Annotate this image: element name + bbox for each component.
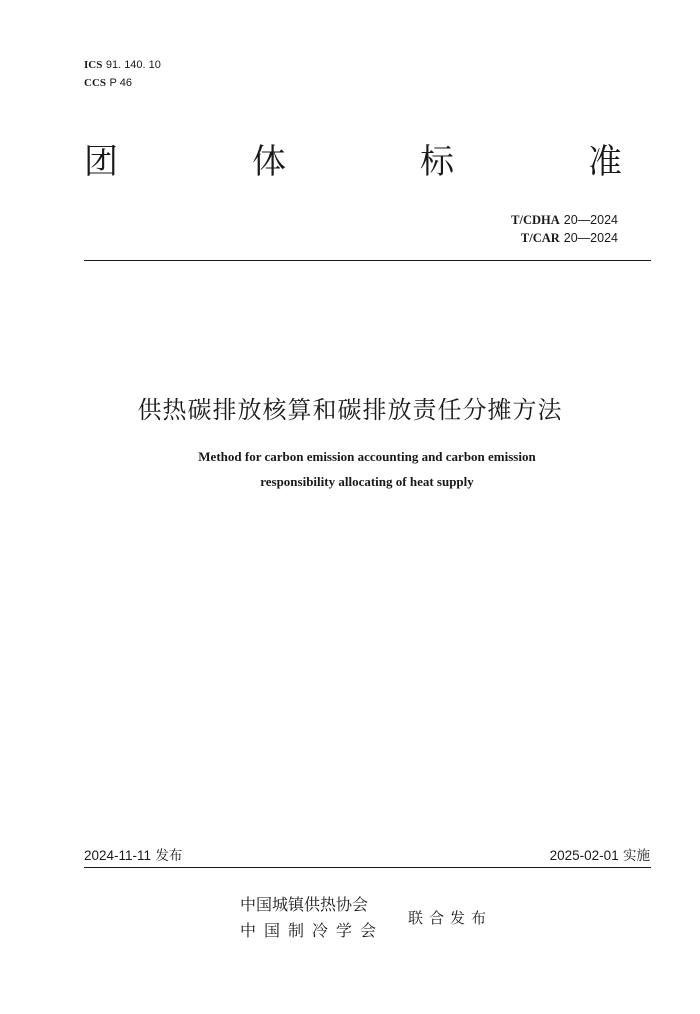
ccs-code: CCS P 46 <box>84 77 132 89</box>
implementation-date: 2025-02-01 实施 <box>549 848 650 864</box>
standard-type-char: 标 <box>420 142 454 182</box>
publisher-list <box>240 892 384 944</box>
title-en-line: Method for carbon emission accounting and carbon emission <box>198 449 536 464</box>
header-divider <box>84 260 651 261</box>
standard-number-car: T/CAR 20—2024 <box>520 231 618 245</box>
standard-type-char: 团 <box>84 142 118 182</box>
publisher-name: 中国制冷学会 <box>240 921 385 940</box>
standard-type-heading <box>84 140 622 184</box>
classification-codes <box>84 56 161 92</box>
title-en-line: responsibility allocating of heat supply <box>260 474 474 489</box>
publisher-name: 中国城镇供热协会 <box>240 895 369 914</box>
document-title-cn: 供热碳排放核算和碳排放责任分摊方法 <box>137 396 563 424</box>
document-title-en <box>0 444 700 494</box>
footer-divider <box>84 867 651 868</box>
standard-type-char: 准 <box>588 142 622 182</box>
ics-code: ICS 91. 140. 10 <box>84 59 161 71</box>
standard-numbers <box>511 211 618 247</box>
issue-date: 2024-11-11 发布 <box>84 848 183 864</box>
standard-type-char: 体 <box>252 142 286 182</box>
standard-number-cdha: T/CDHA 20—2024 <box>511 213 618 227</box>
joint-publish-label: 联合发布 <box>408 909 493 927</box>
